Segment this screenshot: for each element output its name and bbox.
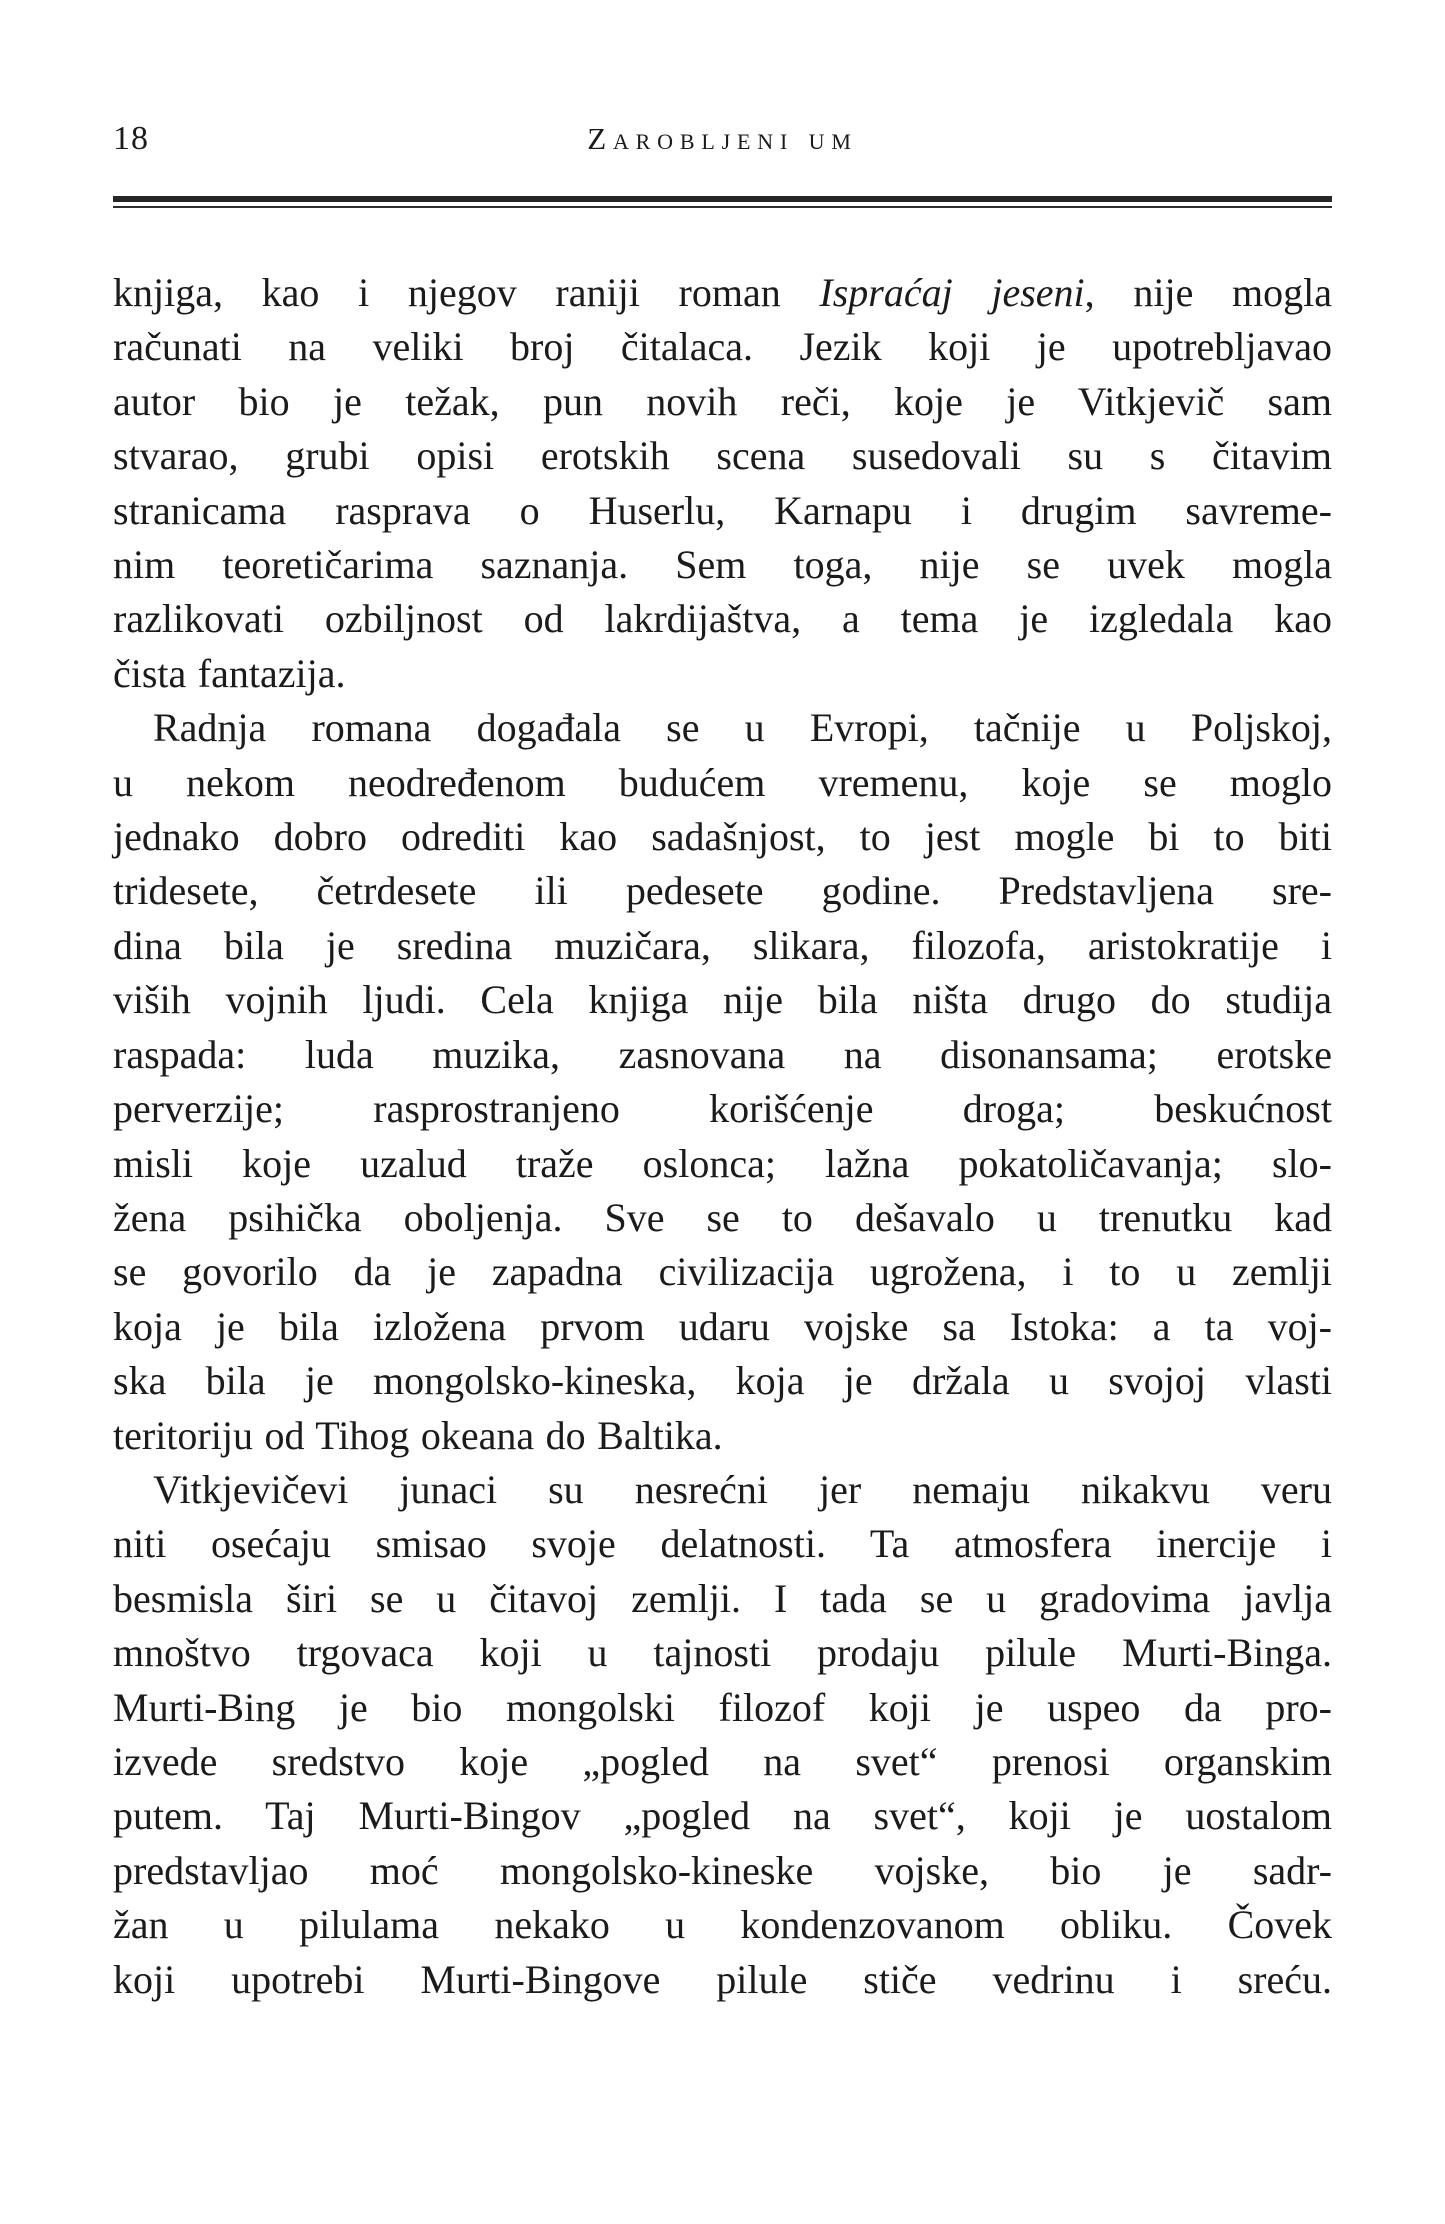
text-line	[113, 1953, 1332, 2007]
text-line	[113, 1354, 1332, 1408]
text-line	[113, 1572, 1332, 1626]
text-segment: ska bila je mongolsko-kineska, koja je držala u svojoj vlasti	[113, 1358, 1332, 1404]
text-line	[113, 429, 1332, 483]
page-number: 18	[113, 120, 149, 157]
text-line	[113, 701, 1332, 755]
text-segment: misli koje uzalud traže oslonca; lažna pokatoličavanja; slo-	[113, 1140, 1332, 1186]
text-segment: Vitkjevičevi junaci su nesrećni jer nemaju nikakvu veru	[153, 1466, 1332, 1512]
text-segment: nim teoretičarima saznanja. Sem toga, nije se uvek mogla	[113, 542, 1332, 588]
text-line	[113, 1082, 1332, 1136]
text-line	[113, 1028, 1332, 1082]
text-segment: besmisla širi se u čitavoj zemlji. I tada se u gradovima javlja	[113, 1575, 1332, 1621]
text-segment: autor bio je težak, pun novih reči, koje je Vitkjevič sam	[113, 378, 1332, 424]
text-line	[113, 484, 1332, 538]
text-segment: Murti-Bing je bio mongolski filozof koji je uspeo da pro-	[113, 1684, 1332, 1730]
header-rule-thick	[113, 196, 1332, 202]
text-line	[113, 1191, 1332, 1245]
text-line	[113, 919, 1332, 973]
text-segment: žan u pilulama nekako u kondenzovanom obliku. Čovek	[113, 1902, 1332, 1948]
text-segment: stranicama rasprava o Huserlu, Karnapu i drugim savreme-	[113, 487, 1332, 533]
text-segment: žena psihička oboljenja. Sve se to dešavalo u trenutku kad	[113, 1194, 1332, 1240]
text-line	[113, 375, 1332, 429]
text-segment: viših vojnih ljudi. Cela knjiga nije bila ništa drugo do studija	[113, 977, 1332, 1023]
text-segment: razlikovati ozbiljnost od lakrdijaštva, a tema je izgledala kao	[113, 596, 1332, 642]
text-segment: koja je bila izložena prvom udaru vojske sa Istoka: a ta voj-	[113, 1303, 1332, 1349]
text-segment: se govorilo da je zapadna civilizacija ugrožena, i to u zemlji	[113, 1249, 1332, 1295]
text-line	[113, 1137, 1332, 1191]
text-segment: putem. Taj Murti-Bingov „pogled na svet“, koji je uostalom	[113, 1793, 1332, 1839]
text-segment: dina bila je sredina muzičara, slikara, filozofa, aristokratije i	[113, 922, 1332, 968]
text-line	[113, 266, 1332, 320]
text-line	[113, 320, 1332, 374]
page-header	[113, 104, 1332, 156]
text-line	[113, 1681, 1332, 1735]
text-segment: stvarao, grubi opisi erotskih scena susedovali su s čitavim	[113, 433, 1332, 479]
text-line	[113, 1626, 1332, 1680]
header-rule-thin	[113, 206, 1332, 208]
text-segment: Radnja romana događala se u Evropi, tačnije u Poljskoj,	[153, 705, 1332, 751]
text-segment: jednako dobro odrediti kao sadašnjost, to jest mogle bi to biti	[113, 814, 1332, 860]
text-line	[113, 756, 1332, 810]
italic-text-segment: Ispraćaj jeseni	[819, 270, 1085, 315]
text-line	[113, 1409, 1332, 1463]
text-line	[113, 864, 1332, 918]
text-segment: računati na veliki broj čitalaca. Jezik koji je upotrebljavao	[113, 324, 1332, 370]
running-title: Zarobljeni um	[587, 121, 858, 156]
text-segment: niti osećaju smisao svoje delatnosti. Ta atmosfera inercije i	[113, 1521, 1332, 1567]
text-line	[113, 538, 1332, 592]
text-block	[113, 266, 1332, 2007]
text-line	[113, 1789, 1332, 1843]
text-line	[113, 810, 1332, 864]
text-line	[113, 973, 1332, 1027]
text-segment: izvede sredstvo koje „pogled na svet“ prenosi organskim	[113, 1738, 1332, 1784]
text-line	[113, 1517, 1332, 1571]
text-segment: perverzije; rasprostranjeno korišćenje droga; beskućnost	[113, 1086, 1332, 1132]
text-line	[113, 1463, 1332, 1517]
header-rule	[113, 196, 1332, 208]
text-segment: predstavljao moć mongolsko-kineske vojske, bio je sadr-	[113, 1847, 1332, 1893]
text-segment: knjiga, kao i njegov raniji roman	[113, 270, 820, 315]
text-line	[113, 1844, 1332, 1898]
text-segment: koji upotrebi Murti-Bingove pilule stiče vedrinu i sreću.	[113, 1956, 1332, 2002]
text-segment: raspada: luda muzika, zasnovana na disonansama; erotske	[113, 1031, 1332, 1077]
text-line	[113, 1735, 1332, 1789]
text-line	[113, 1898, 1332, 1952]
text-segment: mnoštvo trgovaca koji u tajnosti prodaju pilule Murti-Binga.	[113, 1630, 1332, 1676]
text-segment: tridesete, četrdesete ili pedesete godine. Predstavljena sre-	[113, 868, 1332, 914]
text-line	[113, 647, 1332, 701]
text-segment: , nije mogla	[1084, 270, 1332, 315]
text-segment: čista fantazija.	[113, 650, 346, 696]
text-line	[113, 592, 1332, 646]
text-line	[113, 1300, 1332, 1354]
text-segment: u nekom neodređenom budućem vremenu, koje se moglo	[113, 759, 1332, 805]
text-segment: teritoriju od Tihog okeana do Baltika.	[113, 1412, 723, 1458]
text-line	[113, 1245, 1332, 1299]
